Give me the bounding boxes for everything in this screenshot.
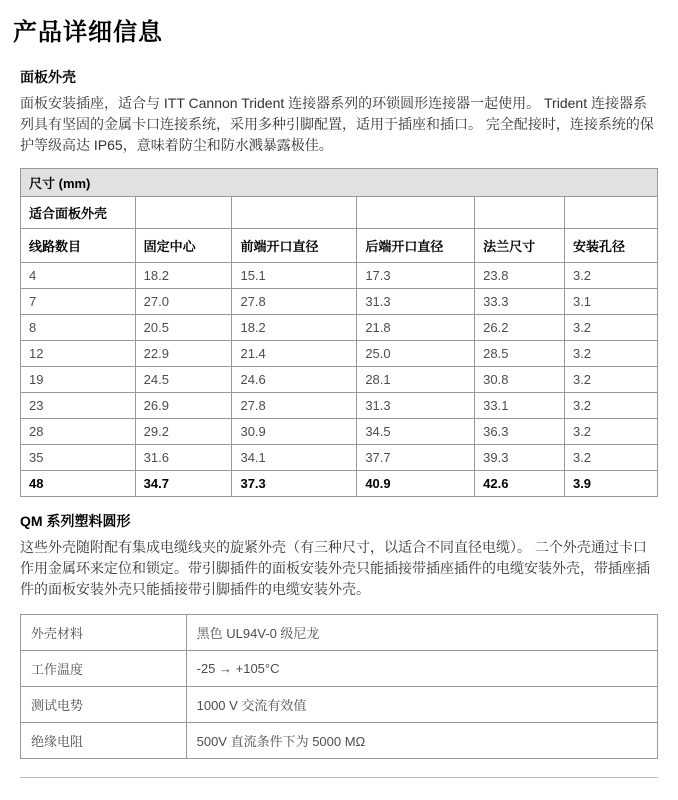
table-cell: 31.3: [357, 393, 475, 419]
table-cell: 24.5: [135, 367, 232, 393]
table-cell: 3.9: [564, 471, 657, 497]
column-header: 线路数目: [21, 229, 136, 263]
spec-label: 绝缘电阻: [21, 723, 187, 759]
table-cell: 30.8: [475, 367, 565, 393]
table-row: [21, 289, 658, 315]
table-cell: 3.2: [564, 367, 657, 393]
spec-row: [21, 651, 658, 687]
table-cell: 23: [21, 393, 136, 419]
empty-cell: [232, 197, 357, 229]
table-cell: 37.7: [357, 445, 475, 471]
dimensions-table-subheader: 适合面板外壳: [21, 197, 136, 229]
table-cell: 28.5: [475, 341, 565, 367]
table-cell: 42.6: [475, 471, 565, 497]
table-cell: 28.1: [357, 367, 475, 393]
table-cell: 35: [21, 445, 136, 471]
table-cell: 31.6: [135, 445, 232, 471]
table-cell: 34.7: [135, 471, 232, 497]
empty-cell: [357, 197, 475, 229]
table-row: [21, 315, 658, 341]
table-cell: 12: [21, 341, 136, 367]
table-row: [21, 263, 658, 289]
table-cell: 24.6: [232, 367, 357, 393]
column-header: 法兰尺寸: [475, 229, 565, 263]
table-cell: 18.2: [232, 315, 357, 341]
dimensions-table: [20, 168, 658, 497]
table-cell: 17.3: [357, 263, 475, 289]
table-cell: 21.8: [357, 315, 475, 341]
table-row: [21, 445, 658, 471]
spec-value: 500V 直流条件下为 5000 MΩ: [186, 723, 657, 759]
table-row: [21, 393, 658, 419]
spec-value: -25 → +105°C: [186, 651, 657, 687]
table-cell: 21.4: [232, 341, 357, 367]
spec-value: 1000 V 交流有效值: [186, 687, 657, 723]
table-cell: 25.0: [357, 341, 475, 367]
dimensions-table-body: [21, 263, 658, 497]
panel-shell-description: 面板安装插座，适合与 ITT Cannon Trident 连接器系列的环锁圆形连接器一起使用。 Trident 连接器系列具有坚固的金属卡口连接系统，采用多种引脚配置，适用于插座和插口。 完全配接时，连接系统的保护等级高达 IP65，意味着防尘和防水溅暴露极佳。: [20, 95, 654, 153]
spec-row: [21, 615, 658, 651]
qm-series-description: 这些外壳随附配有集成电缆线夹的旋紧外壳（有三种尺寸，以适合不同直径电缆）。 二个外壳通过卡口作用金属环来定位和锁定。带引脚插件的面板安装外壳只能插接带插座插件的电缆安装外壳，带插座插件的面板安装外壳只能插接带引脚插件的电缆安装外壳。: [20, 539, 650, 597]
table-cell: 3.1: [564, 289, 657, 315]
spec-label: 工作温度: [21, 651, 187, 687]
column-header: 固定中心: [135, 229, 232, 263]
empty-cell: [564, 197, 657, 229]
table-cell: 40.9: [357, 471, 475, 497]
table-cell: 3.2: [564, 341, 657, 367]
table-cell: 15.1: [232, 263, 357, 289]
dimensions-table-title: 尺寸 (mm): [21, 169, 658, 197]
qm-series-heading: QM 系列塑料圆形: [20, 513, 131, 529]
table-cell: 33.3: [475, 289, 565, 315]
column-header: 后端开口直径: [357, 229, 475, 263]
empty-cell: [475, 197, 565, 229]
empty-cell: [135, 197, 232, 229]
table-cell: 28: [21, 419, 136, 445]
table-cell: 20.5: [135, 315, 232, 341]
table-cell: 3.2: [564, 393, 657, 419]
column-header: 前端开口直径: [232, 229, 357, 263]
spec-value: 黑色 UL94V-0 级尼龙: [186, 615, 657, 651]
table-cell: 27.8: [232, 393, 357, 419]
spec-label: 外壳材料: [21, 615, 187, 651]
table-cell: 30.9: [232, 419, 357, 445]
table-cell: 26.2: [475, 315, 565, 341]
table-cell: 37.3: [232, 471, 357, 497]
table-cell: 19: [21, 367, 136, 393]
table-cell: 3.2: [564, 315, 657, 341]
spec-table: [20, 614, 658, 759]
dimensions-table-header-row: [21, 229, 658, 263]
table-cell: 22.9: [135, 341, 232, 367]
spec-table-body: [21, 615, 658, 759]
table-cell: 18.2: [135, 263, 232, 289]
spec-row: [21, 723, 658, 759]
table-cell: 8: [21, 315, 136, 341]
table-cell: 34.1: [232, 445, 357, 471]
table-cell: 31.3: [357, 289, 475, 315]
table-cell: 27.8: [232, 289, 357, 315]
table-cell: 7: [21, 289, 136, 315]
table-cell: 26.9: [135, 393, 232, 419]
spec-label: 测试电势: [21, 687, 187, 723]
table-row: [21, 471, 658, 497]
table-row: [21, 419, 658, 445]
table-cell: 34.5: [357, 419, 475, 445]
column-header: 安装孔径: [564, 229, 657, 263]
table-row: [21, 367, 658, 393]
table-cell: 29.2: [135, 419, 232, 445]
dimensions-table-subheader-row: [21, 197, 658, 229]
table-cell: 27.0: [135, 289, 232, 315]
page-title: 产品详细信息: [13, 19, 163, 46]
table-cell: 23.8: [475, 263, 565, 289]
table-cell: 48: [21, 471, 136, 497]
table-cell: 3.2: [564, 419, 657, 445]
table-cell: 4: [21, 263, 136, 289]
table-cell: 36.3: [475, 419, 565, 445]
table-cell: 33.1: [475, 393, 565, 419]
table-cell: 39.3: [475, 445, 565, 471]
spec-row: [21, 687, 658, 723]
panel-shell-heading: 面板外壳: [20, 69, 76, 85]
dimensions-table-title-row: [21, 169, 658, 197]
table-cell: 3.2: [564, 263, 657, 289]
bottom-divider: [20, 777, 658, 778]
table-cell: 3.2: [564, 445, 657, 471]
table-row: [21, 341, 658, 367]
